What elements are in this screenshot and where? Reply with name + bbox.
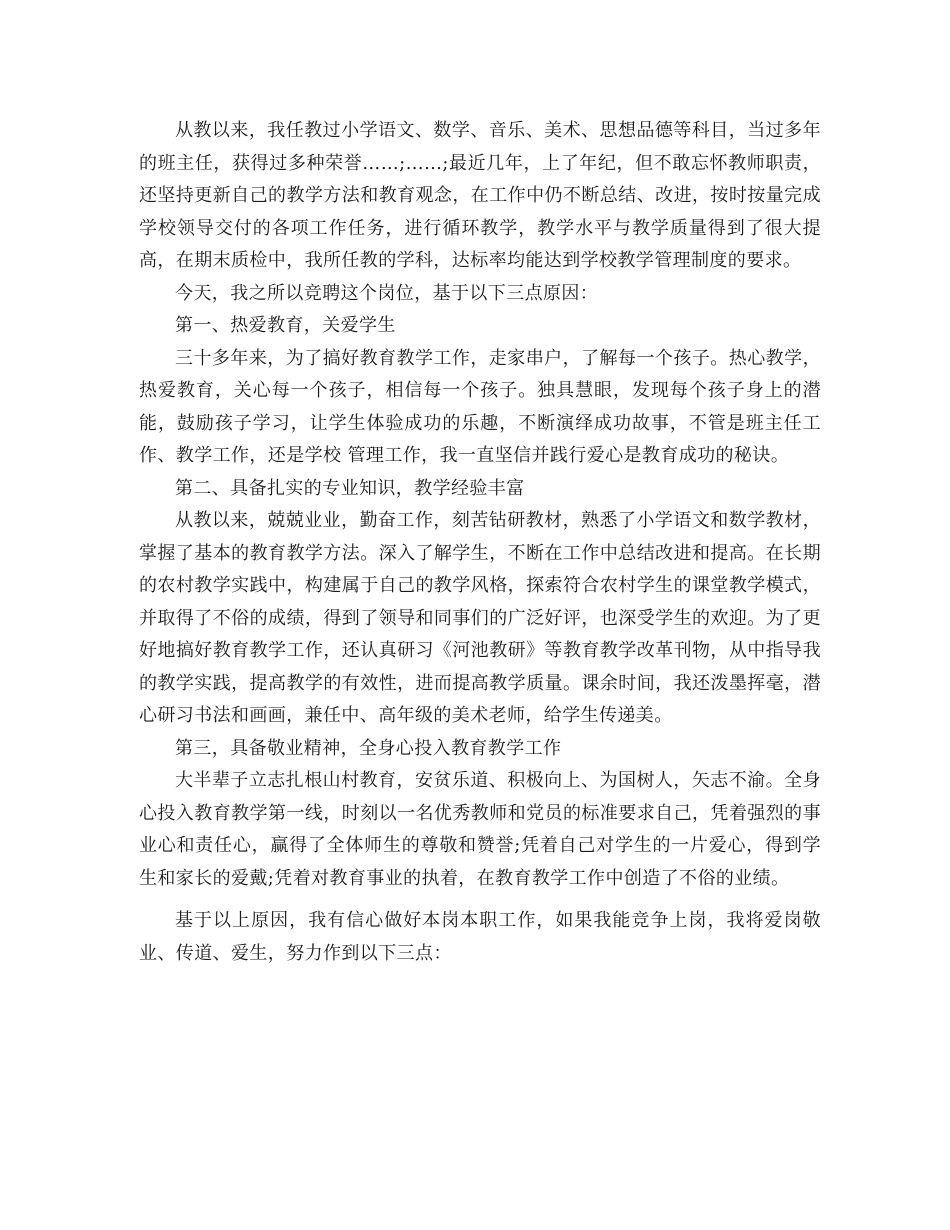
paragraph-reasons-intro: 今天，我之所以竞聘这个岗位，基于以下三点原因：	[175, 282, 599, 304]
paragraph-reason-two: 从教以来，兢兢业业，勤奋工作，刻苦钻研教材，熟悉了小学语文和数学教材，掌握了基本的教育教学方法。深入了解学生，不断在工作中总结改进和提高。在长期的农村教学实践中，构建属于自己的教学风格，探索符合农村学生的课堂教学模式，并取得了不俗的成绩，得到了领导和同事们的广泛好评，也深受学生的欢迎。为了更好地搞好教育教学工作，还认真研习《河池教研》等教育教学改革刊物，从中指导我的教学实践，提高教学的有效性，进而提高教学质量。课余时间，我还泼墨挥毫，潜心研习书法和画画，兼任中、高年级的美术老师，给学生传递美。	[139, 510, 821, 726]
heading-reason-two: 第二、具备扎实的专业知识，教学经验丰富	[175, 477, 525, 499]
paragraph-conclusion: 基于以上原因，我有信心做好本岗本职工作，如果我能竞争上岗，我将爱岗敬业、传道、爱生，努力作到以下三点：	[139, 910, 821, 964]
paragraph-teaching-experience: 从教以来，我任教过小学语文、数学、音乐、美术、思想品德等科目，当过多年的班主任，获得过多种荣誉……;……;最近几年，上了年纪，但不敢忘怀教师职责，还坚持更新自己的教学方法和教育观念，在工作中仍不断总结、改进，按时按量完成学校领导交付的各项工作任务，进行循环教学，教学水平与教学质量得到了很大提高，在期末质检中，我所任教的学科，达标率均能达到学校教学管理制度的要求。	[139, 120, 821, 271]
heading-reason-one: 第一、热爱教育，关爱学生	[175, 315, 396, 336]
paragraph-reason-three: 大半辈子立志扎根山村教育，安贫乐道、积极向上、为国树人，矢志不渝。全身心投入教育教学第一线，时刻以一名优秀教师和党员的标准要求自己，凭着强烈的事业心和责任心，赢得了全体师生的尊敬和赞誉;凭着自己对学生的一片爱心，得到学生和家长的爱戴;凭着对教育事业的执着，在教育教学工作中创造了不俗的业绩。	[139, 770, 821, 889]
document-body	[139, 115, 821, 970]
heading-reason-three: 第三，具备敬业精神，全身心投入教育教学工作	[175, 737, 562, 759]
paragraph-reason-one: 三十多年来，为了搞好教育教学工作，走家串户，了解每一个孩子。热心教学，热爱教育，关心每一个孩子，相信每一个孩子。独具慧眼，发现每个孩子身上的潜能，鼓励孩子学习，让学生体验成功的乐趣，不断演绎成功故事，不管是班主任工作、教学工作，还是学校 管理工作，我一直坚信并践行爱心是教育成功的秘诀。	[139, 347, 821, 466]
